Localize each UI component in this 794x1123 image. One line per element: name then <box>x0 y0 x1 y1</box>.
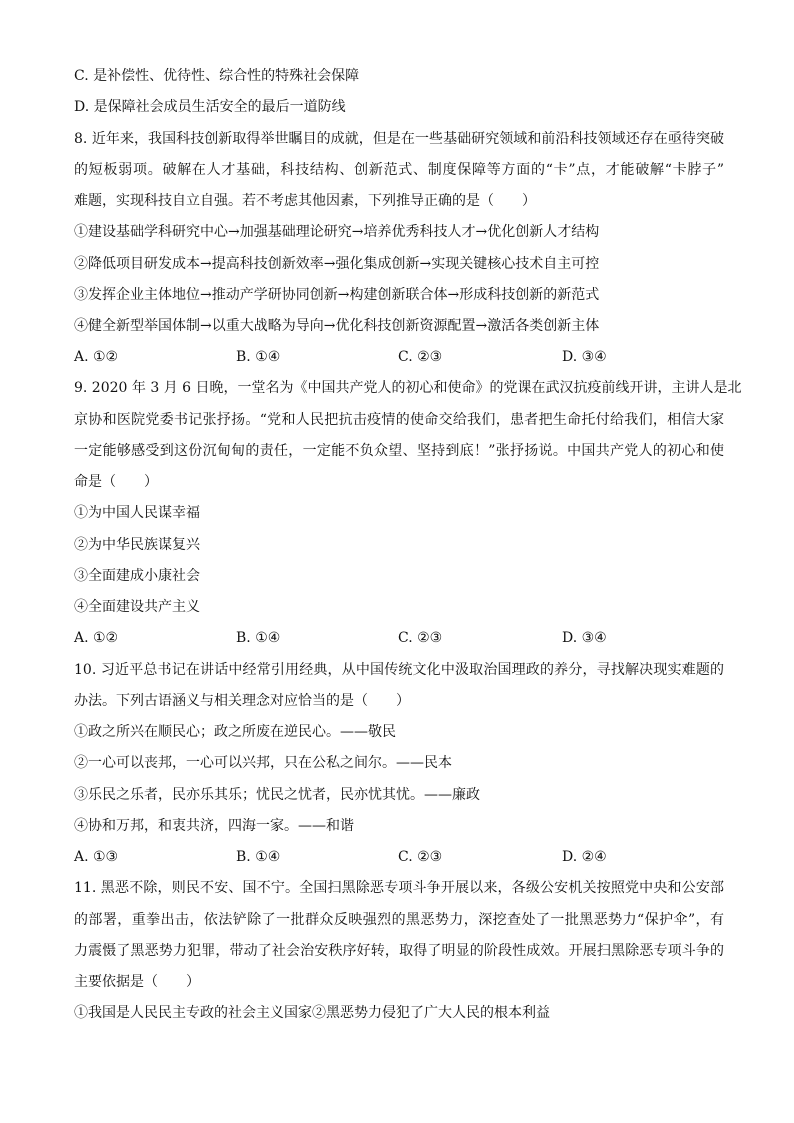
q10-option-b: B. ①④ <box>236 849 281 865</box>
q8-option-b: B. ①④ <box>236 349 281 365</box>
q11-stem-line-3: 力震慑了黑恶势力犯罪，带动了社会治安秩序好转，取得了明显的阶段性成效。开展扫黑除恶专项斗争的 <box>74 943 724 959</box>
q8-item-1: ①建设基础学科研究中心→加强基础理论研究→培养优秀科技人才→优化创新人才结构 <box>74 224 600 240</box>
q10-item-3: ③乐民之乐者，民亦乐其乐；忧民之忧者，民亦忧其忧。——廉政 <box>74 787 480 803</box>
q8-stem-line-3: 难题，实现科技自立自强。若不考虑其他因素，下列推导正确的是（ ） <box>74 193 536 209</box>
q10-stem-line-1: 10. 习近平总书记在讲话中经常引用经典，从中国传统文化中汲取治国理政的养分，寻找解决现实难题的 <box>74 662 724 678</box>
q10-item-2: ②一心可以丧邦，一心可以兴邦，只在公私之间尔。——民本 <box>74 755 452 771</box>
q8-option-a: A. ①② <box>74 349 119 365</box>
q10-option-d: D. ②④ <box>562 849 607 865</box>
q9-item-1: ①为中国人民谋幸福 <box>74 505 200 521</box>
q9-stem-line-1: 9. 2020 年 3 月 6 日晚，一堂名为《中国共产党人的初心和使命》的党课在武汉抗疫前线开讲，主讲人是北 <box>74 380 742 396</box>
q11-stem-line-1: 11. 黑恶不除，则民不安、国不宁。全国扫黑除恶专项斗争开展以来，各级公安机关按照党中央和公安部 <box>74 880 724 896</box>
q11-item-1: ①我国是人民民主专政的社会主义国家②黑恶势力侵犯了广大人民的根本利益 <box>74 1005 550 1021</box>
q8-item-4: ④健全新型举国体制→以重大战略为导向→优化科技创新资源配置→激活各类创新主体 <box>74 318 600 334</box>
q10-item-1: ①政之所兴在顺民心；政之所废在逆民心。——敬民 <box>74 724 396 740</box>
q9-item-3: ③全面建成小康社会 <box>74 568 200 584</box>
q9-item-2: ②为中华民族谋复兴 <box>74 537 200 553</box>
q9-option-c: C. ②③ <box>398 630 443 646</box>
q8-options <box>74 347 734 367</box>
option-c-prev: C. 是补偿性、优待性、综合性的特殊社会保障 <box>74 68 360 84</box>
q9-option-d: D. ③④ <box>562 630 607 646</box>
q8-item-3: ③发挥企业主体地位→推动产学研协同创新→构建创新联合体→形成科技创新的新范式 <box>74 287 600 303</box>
q8-option-d: D. ③④ <box>562 349 607 365</box>
q8-item-2: ②降低项目研发成本→提高科技创新效率→强化集成创新→实现关键核心技术自主可控 <box>74 256 600 272</box>
q9-stem-line-4: 命是（ ） <box>74 474 158 490</box>
option-d-prev: D. 是保障社会成员生活安全的最后一道防线 <box>74 99 346 115</box>
q9-stem-line-3: 一定能够感受到这份沉甸甸的责任，一定能不负众望、坚持到底！”张抒扬说。中国共产党人的初心和使 <box>74 443 724 459</box>
q9-stem-line-2: 京协和医院党委书记张抒扬。“党和人民把抗击疫情的使命交给我们，患者把生命托付给我们，相信大家 <box>74 412 724 428</box>
q10-option-a: A. ①③ <box>74 849 119 865</box>
q9-option-b: B. ①④ <box>236 630 281 646</box>
q11-stem-line-4: 主要依据是（ ） <box>74 974 200 990</box>
q11-stem-line-2: 的部署，重拳出击，依法铲除了一批群众反映强烈的黑恶势力，深挖查处了一批黑恶势力“保护伞”，有 <box>74 912 724 928</box>
q10-item-4: ④协和万邦，和衷共济，四海一家。——和谐 <box>74 818 354 834</box>
q10-options <box>74 847 734 867</box>
q8-stem-line-1: 8. 近年来，我国科技创新取得举世瞩目的成就，但是在一些基础研究领域和前沿科技领域还存在亟待突破 <box>74 131 724 147</box>
q10-option-c: C. ②③ <box>398 849 443 865</box>
q9-options <box>74 628 734 648</box>
q9-item-4: ④全面建设共产主义 <box>74 599 200 615</box>
q9-option-a: A. ①② <box>74 630 119 646</box>
q8-stem-line-2: 的短板弱项。破解在人才基础，科技结构、创新范式、制度保障等方面的“卡”点，才能破解“卡脖子” <box>74 162 724 178</box>
q10-stem-line-2: 办法。下列古语涵义与相关理念对应恰当的是（ ） <box>74 693 410 709</box>
q8-option-c: C. ②③ <box>398 349 443 365</box>
